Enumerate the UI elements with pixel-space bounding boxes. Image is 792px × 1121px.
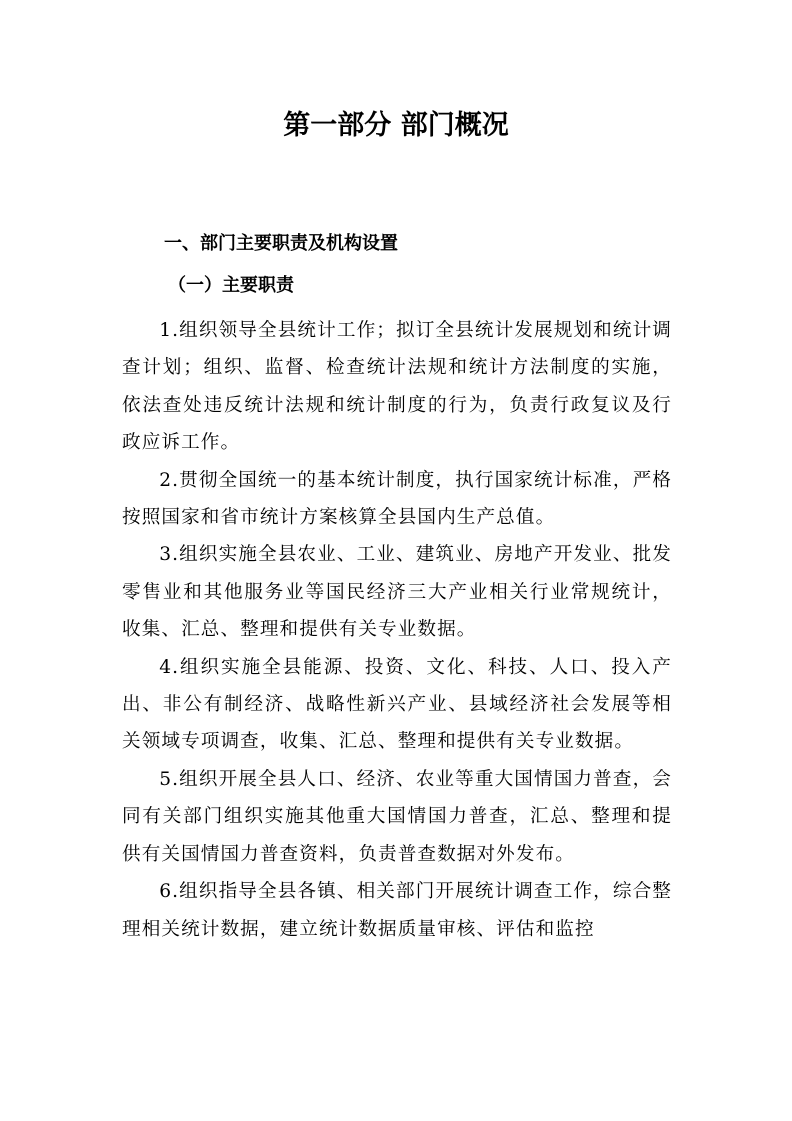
paragraph-3: 3.组织实施全县农业、工业、建筑业、房地产开发业、批发零售业和其他服务业等国民经济三大产业相关行业常规统计，收集、汇总、整理和提供有关专业数据。 <box>122 544 672 641</box>
page-title: 第一部分 部门概况 <box>283 110 509 141</box>
paragraph-6: 6.组织指导全县各镇、相关部门开展统计调查工作，综合整理相关统计数据，建立统计数据质量审核、评估和监控 <box>122 881 672 940</box>
subheading: （一）主要职责 <box>168 275 294 296</box>
paragraph-4: 4.组织实施全县能源、投资、文化、科技、人口、投入产出、非公有制经济、战略性新兴产业、县域经济社会发展等相关领域专项调查，收集、汇总、整理和提供有关专业数据。 <box>122 656 672 753</box>
paragraph-2: 2.贯彻全国统一的基本统计制度，执行国家统计标准，严格按照国家和省市统计方案核算全县国内生产总值。 <box>122 469 672 529</box>
section-heading: 一、部门主要职责及机构设置 <box>164 233 398 254</box>
body-text <box>122 312 672 948</box>
paragraph-5: 5.组织开展全县人口、经济、农业等重大国情国力普查，会同有关部门组织实施其他重大国情国力普查，汇总、整理和提供有关国情国力普查资料，负责普查数据对外发布。 <box>122 768 672 865</box>
paragraph-1: 1.组织领导全县统计工作；拟订全县统计发展规划和统计调查计划；组织、监督、检查统计法规和统计方法制度的实施，依法查处违反统计法规和统计制度的行为，负责行政复议及行政应诉工作。 <box>122 320 672 454</box>
